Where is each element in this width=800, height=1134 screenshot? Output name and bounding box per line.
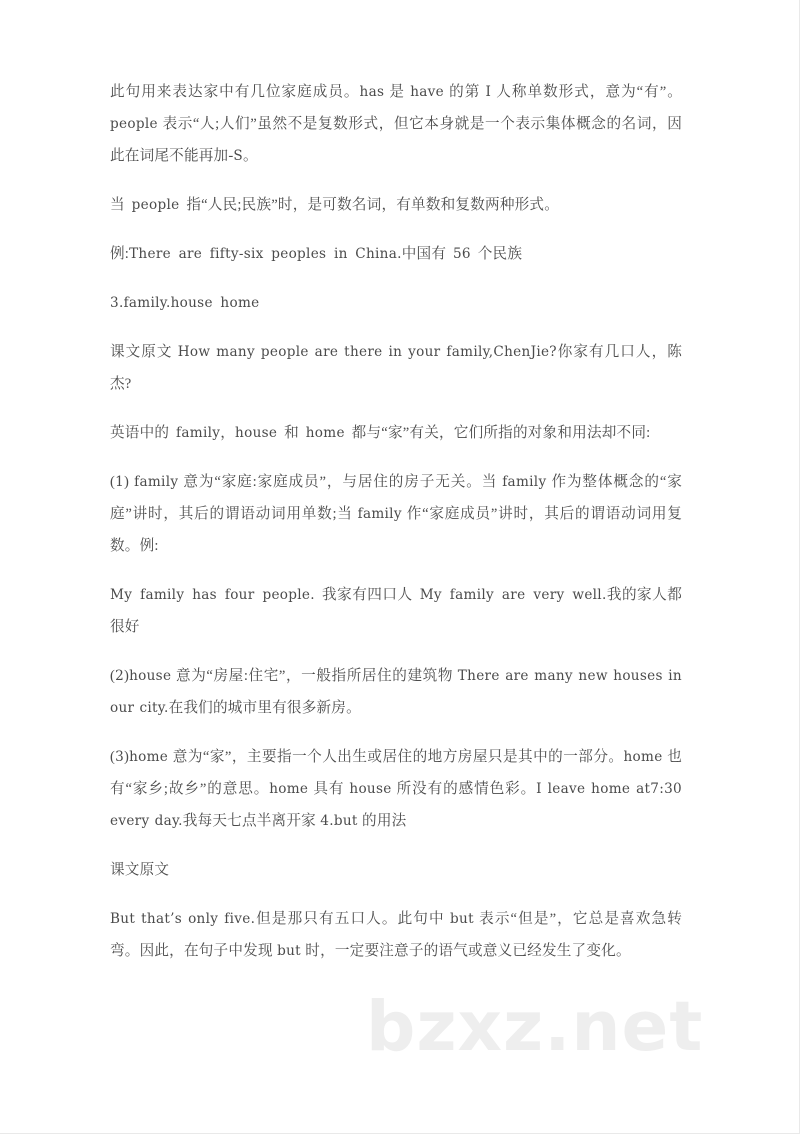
site-watermark: bzxz.net <box>366 987 704 1067</box>
paragraph: 3.family.house home <box>110 295 260 311</box>
paragraph: (2)house 意为“房屋:住宅”，一般指所居住的建筑物 There are many new houses in our city.在我们的城市里有很多新房。 <box>110 668 682 716</box>
paragraph: 例:There are fifty-six peoples in China.中国有 56 个民族 <box>110 246 523 262</box>
paragraph: (1) family 意为“家庭:家庭成员”，与居住的房子无关。当 family 作为整体概念的“家庭”讲时，其后的谓语动词用单数;当 family 作“家庭成员”讲时，其后的谓语动词用复数。例: <box>110 474 682 554</box>
document-text-body <box>110 76 682 967</box>
paragraph: 英语中的 family，house 和 home 都与“家”有关，它们所指的对象和用法却不同: <box>110 425 651 441</box>
paragraph: My family has four people. 我家有四口人 My family are very well.我的家人都很好 <box>110 587 682 635</box>
paragraph: (3)home 意为“家”，主要指一个人出生或居住的地方房屋只是其中的一部分。home 也有“家乡;故乡”的意思。home 具有 house 所没有的感情色彩。I leave home at7:30 every day.我每天七点半离开家 4.but 的用法 <box>110 749 682 829</box>
paragraph: 课文原文 <box>110 862 170 878</box>
paragraph: 课文原文 How many people are there in your family,ChenJie?你家有几口人，陈杰? <box>110 344 683 392</box>
paragraph: 当 people 指“人民;民族”时，是可数名词，有单数和复数两种形式。 <box>110 197 559 213</box>
paragraph: 此句用来表达家中有几位家庭成员。has 是 have 的第 I 人称单数形式，意为“有”。people 表示“人;人们”虽然不是复数形式，但它本身就是一个表示集体概念的名词，因此在词尾不能再加-S。 <box>110 84 683 164</box>
paragraph: But that’s only five.但是那只有五口人。此句中 but 表示“但是”，它总是喜欢急转弯。因此，在句子中发现 but 时，一定要注意子的语气或意义已经发生了变化。 <box>110 911 682 959</box>
